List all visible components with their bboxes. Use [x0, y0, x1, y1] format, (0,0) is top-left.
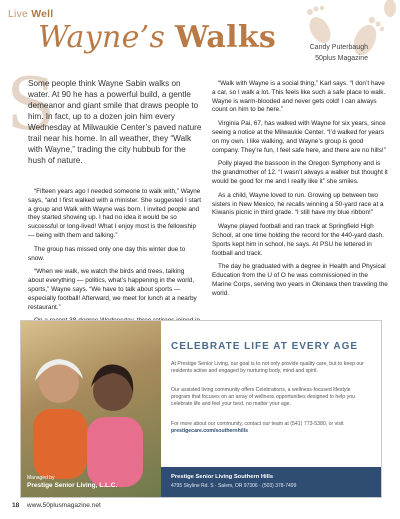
publication-name: 50plus Magazine [315, 55, 368, 62]
paragraph: “Fifteen years ago I needed someone to walk with,” Wayne says, “and I first walked with a minister. She suggested I start a group and Walk with Wayne was born. I invited people and they started showing up. I had no idea it would be so successful or long-lived! What I enjoy most is the fellowship — being with them and talking.” [28, 188, 201, 239]
right-column [212, 80, 388, 304]
ad-photo [21, 321, 161, 497]
advertisement[interactable] [20, 320, 382, 498]
paragraph: “Walk with Wayne is a social thing,” Karl says. “I don’t have a car, so I walk a lot. This feels like such a safe place to walk. Wayne is warm-blooded and never gets cold! I can always count on him to be here.” [212, 80, 386, 114]
ad-url-link[interactable]: prestigecare.com/southernhills [171, 428, 248, 434]
ad-paragraph: At Prestige Senior Living, our goal is to not only provide quality care, but to keep our residents active and engaged by nurturing body, mind and spirit. [171, 361, 364, 374]
paragraph: Polly played the bassoon in the Oregon Symphony and is the grandmother of 12. “I wasn’t always a walker but thought it would be good for me and I really like it” she smiles. [212, 160, 388, 185]
page-footer [12, 502, 101, 509]
managed-by: Managed by Prestige Senior Living, L.L.C. [27, 475, 118, 489]
author-name: Candy Puterbaugh [309, 44, 368, 51]
intro-paragraph: Some people think Wayne Sabin walks on water. At 90 he has a powerful build, a gentle demeanor and giant smile that draws people to him. In fact, up to a dozen join him every Wednesday at Milwaukie Center’s paved nature trail near his home. In all weather, they “Walk with Wayne,” trading the city hubbub for the hush of nature. [28, 79, 202, 165]
ad-footer-bar [161, 467, 381, 497]
paragraph: The group has missed only one day this winter due to snow. [28, 245, 186, 262]
section-label: Live Well [8, 8, 54, 20]
page-number: 18 [12, 502, 20, 509]
paragraph: The day he graduated with a degree in Health and Physical Education from the U of O he was commissioned in the Marine Corps, serving two years in Okinawa then traveling the world. [212, 263, 388, 297]
community-name: Prestige Senior Living Southern Hills [171, 474, 274, 480]
paragraph: Virginia Pai, 67, has walked with Wayne for six years, since seeing a notice at the Milwaukie Center. “I’d walked for years on my own. I like walking, and Wayne’s group is good company. They’re fun, I feel safe here, and there are no hills!” [212, 120, 386, 154]
community-address: 4795 Skyline Rd. S · Salem, OR 97306 · (503) 378-7499 [171, 483, 297, 489]
paragraph: As a child, Wayne loved to run. Growing up between two sisters in New Mexico, he recalls winning a 50-yard race at a Kiwanis picnic in third grade. “I still have my blue ribbon!” [212, 191, 384, 217]
ad-headline: CELEBRATE LIFE AT EVERY AGE [171, 341, 359, 352]
ad-contact: For more about our community, contact our team at (541) 773-5380, or visit prestigecare.com/southernhills [171, 421, 344, 434]
drop-cap: S [6, 62, 56, 146]
article-title: Wayne’s Walks [38, 20, 277, 55]
site-url[interactable]: www.50plusmagazine.net [27, 502, 101, 509]
ad-paragraph: Our assisted living community offers Celebrations, a wellness-focused lifestyle program that focuses on an array of wellness opportunities designed to help you celebrate life and feel your best, no matter your age. [171, 387, 355, 407]
byline [310, 42, 368, 64]
paragraph: Wayne played football and ran track at Springfield High School, at one time holding the record for the 440-yard dash. Sports kept him in school, he says. At PSU he lettered in football and track. [212, 223, 384, 257]
paragraph: “When we walk, we watch the birds and trees, talking about everything — politics, what’s happening in the world, sports,” Wayne says. “We have to talk about sports — especially football! Afterward, we meet for lunch at a nearby restaurant.” [28, 268, 197, 311]
